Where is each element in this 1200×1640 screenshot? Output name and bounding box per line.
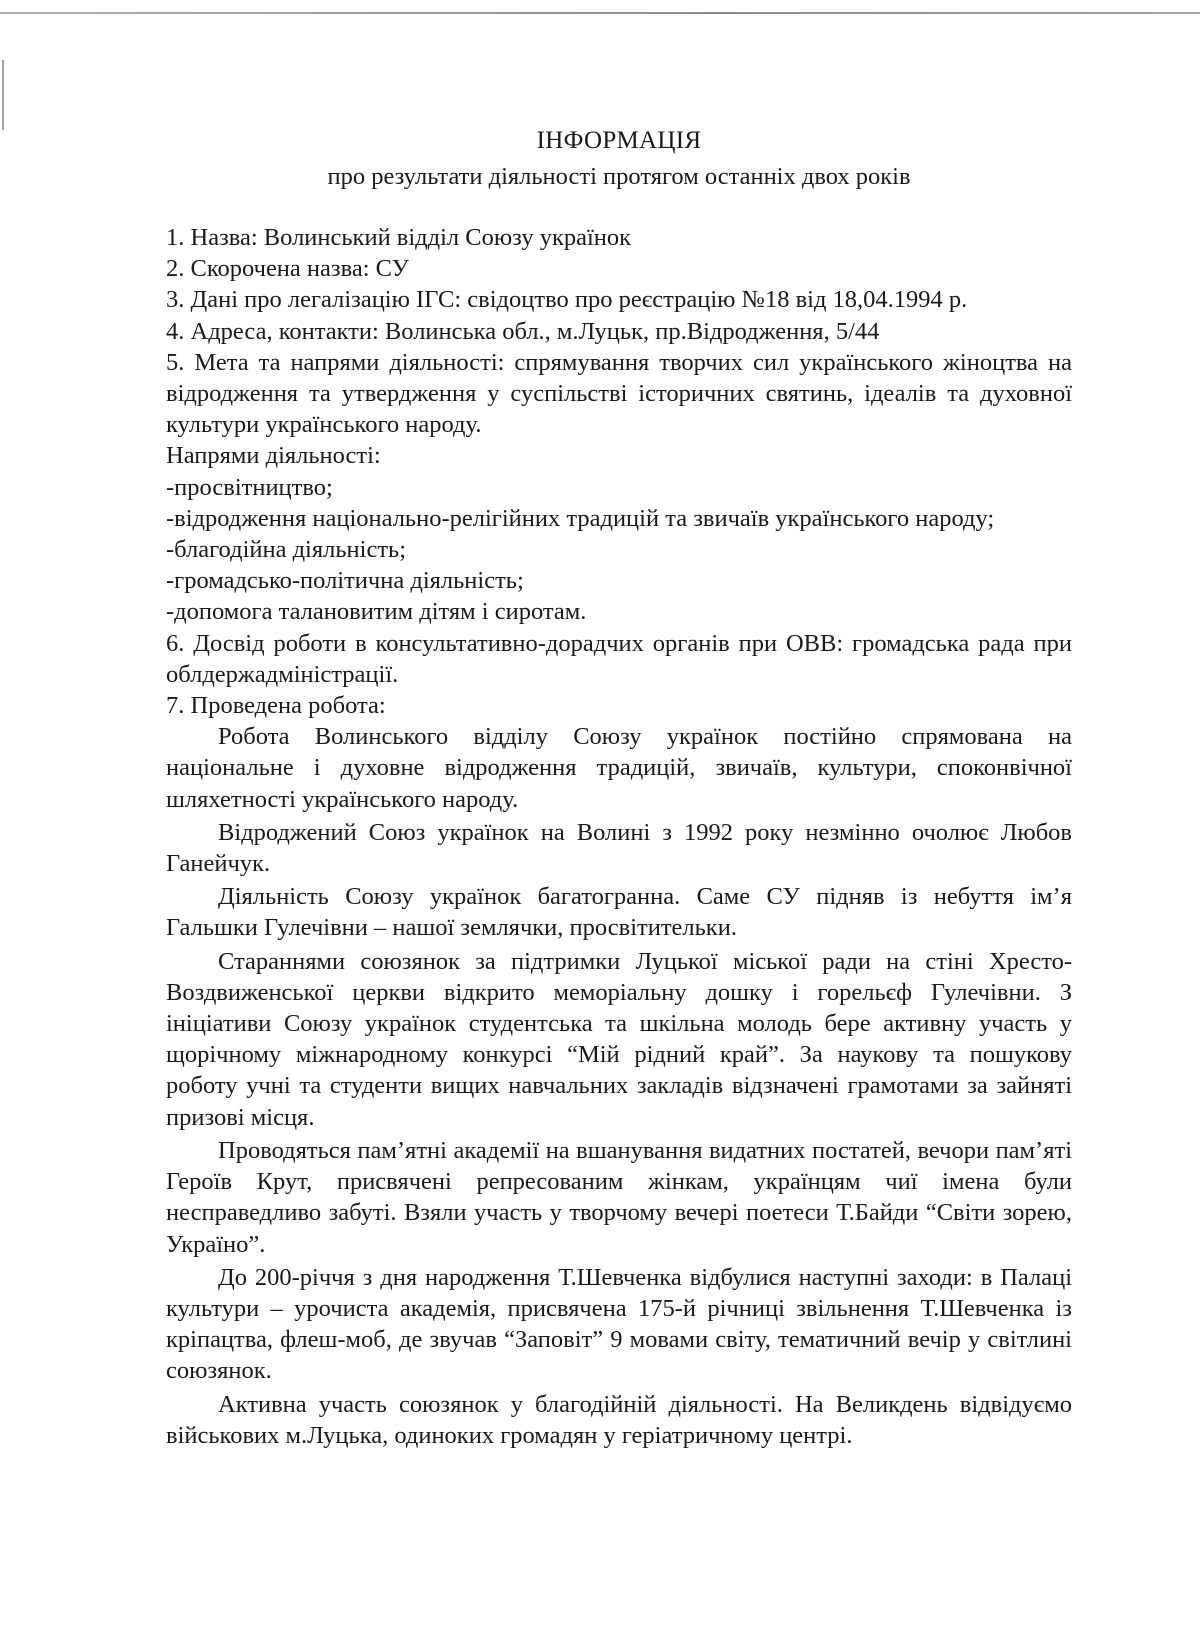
document-page [166, 126, 1072, 1451]
work-paragraph: Проводяться пам’ятні академії на вшанування видатних постатей, вечори пам’яті Героїв Крут, присвячені репресованим жінкам, українцям чиї імена були несправедливо забуті. Взяли участь у творчому вечері поетеси Т.Байди “Світи зорею, Україно”. [166, 1136, 1072, 1258]
work-paragraph: Робота Волинського відділу Союзу українок постійно спрямована на національне і духовне відродження традицій, звичаїв, культури, споконвічної шляхетності українського народу. [166, 723, 1072, 813]
document-subtitle: про результати діяльності протягом останніх двох років [327, 163, 911, 190]
direction-item: -відродження національно-релігійних традицій та звичаїв українського народу; [166, 504, 995, 532]
item-name: 1. Назва: Волинський відділ Союзу українок [166, 224, 632, 251]
direction-item: -благодійна діяльність; [166, 536, 407, 564]
work-paragraph: До 200-річчя з дня народження Т.Шевченка відбулися наступні заходи: в Палаці культури – урочиста академія, присвячена 175-й річниці звільнення Т.Шевченка із кріпацтва, флеш-моб, де звучав “Заповіт” 9 мовами світу, тематичний вечір у світлині союзянок. [166, 1263, 1072, 1385]
item-experience: 6. Досвід роботи в консультативно-дорадчих органів при ОВВ: громадська рада при облдержадміністрації. [166, 629, 1072, 688]
work-heading: 7. Проведена робота: [166, 692, 386, 720]
work-paragraph: Стараннями союзянок за підтримки Луцької міської ради на стіні Хресто-Воздвиженської церкви відкрито меморіальну дошку і горельєф Гулечівни. З ініціативи Союзу українок студентська та шкільна молодь бере активну участь у щорічному міжнародному конкурсі “Мій рідний край”. За наукову та пошукову роботу учні та студенти вищих навчальних закладів відзначені грамотами за зайняті призові місця. [166, 947, 1072, 1131]
direction-item: -допомога талановитим дітям і сиротам. [166, 598, 587, 626]
work-paragraph: Активна участь союзянок у благодійній діяльності. На Великдень відвідуємо військових м.Луцька, одиноких громадян у геріатричному центрі. [166, 1390, 1072, 1449]
item-goal: 5. Мета та напрями діяльності: спрямування творчих сил українського жіноцтва на відродження та утвердження у суспільстві історичних святинь, ідеалів та духовної культури українського народу. [166, 348, 1072, 439]
scan-edge-top [0, 12, 1200, 14]
item-address: 4. Адреса, контакти: Волинська обл., м.Луцьк, пр.Відродження, 5/44 [166, 317, 880, 345]
directions-heading: Напрями діяльності: [166, 442, 381, 470]
document-title: ІНФОРМАЦІЯ [536, 127, 702, 154]
item-short-name: 2. Скорочена назва: СУ [166, 255, 410, 283]
direction-item: -громадсько-політична діяльність; [166, 567, 524, 595]
work-paragraph: Діяльність Союзу українок багатогранна. Саме СУ підняв із небуття ім’я Гальшки Гулечівни – нашої землячки, просвітительки. [166, 883, 1072, 942]
item-legalization: 3. Дані про легалізацію ІГС: свідоцтво про реєстрацію №18 від 18,04.1994 р. [166, 286, 968, 314]
work-paragraph: Відроджений Союз українок на Волині з 1992 року незмінно очолює Любов Ганейчук. [166, 818, 1072, 878]
direction-item: -просвітництво; [166, 473, 333, 501]
scan-edge-left [2, 60, 4, 130]
